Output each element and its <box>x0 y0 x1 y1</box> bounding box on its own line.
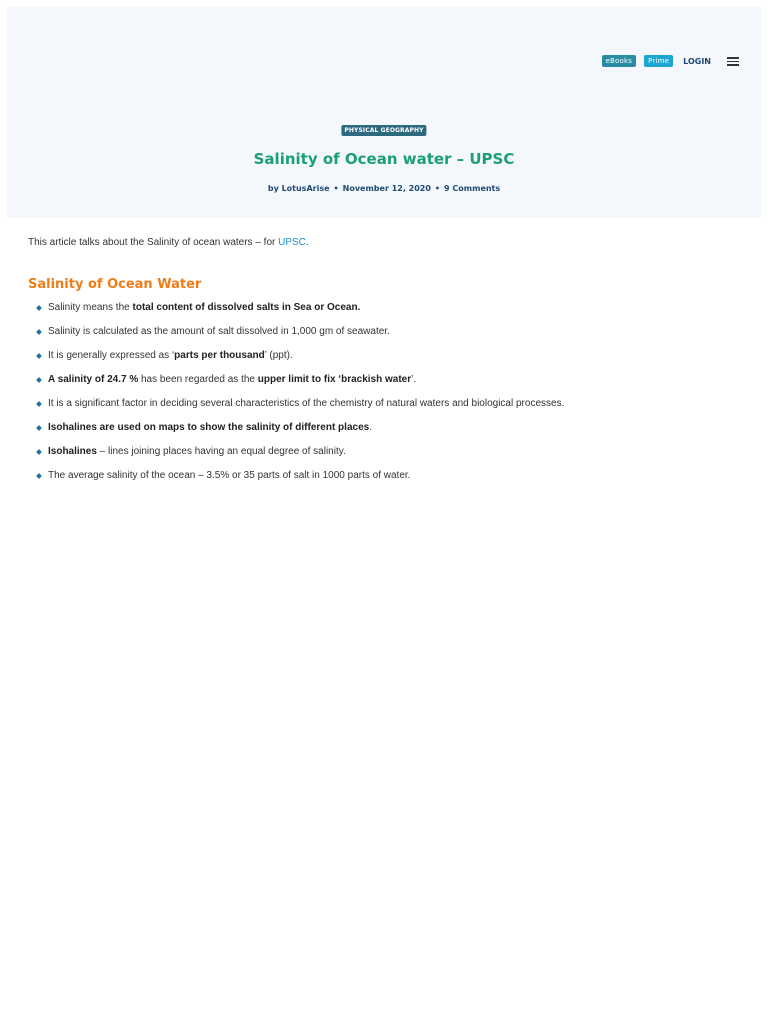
article-content <box>28 237 748 494</box>
list-item: Salinity is calculated as the amount of salt dissolved in 1,000 gm of seawater. <box>28 326 748 350</box>
list-item: The average salinity of the ocean – 3.5% or 35 parts of salt in 1000 parts of water. <box>28 470 748 494</box>
hamburger-menu-icon[interactable] <box>727 56 739 66</box>
list-item: It is generally expressed as ‘parts per thousand’ (ppt). <box>28 350 748 374</box>
prime-button[interactable]: Prime <box>644 55 673 67</box>
separator-dot: • <box>333 184 339 193</box>
list-item: Isohalines are used on maps to show the salinity of different places. <box>28 422 748 446</box>
top-navigation <box>602 55 739 67</box>
intro-text: This article talks about the Salinity of ocean waters – for <box>28 237 279 248</box>
date-link[interactable]: November 12, 2020 <box>342 184 431 193</box>
article-hero <box>7 7 761 218</box>
list-item: It is a significant factor in deciding several characteristics of the chemistry of natural waters and biological processes. <box>28 398 748 422</box>
section-heading: Salinity of Ocean Water <box>28 277 202 292</box>
page-title: Salinity of Ocean water – UPSC <box>253 150 515 168</box>
salinity-points-list <box>28 302 748 494</box>
category-badge[interactable]: PHYSICAL GEOGRAPHY <box>341 125 426 136</box>
list-item: A salinity of 24.7 % has been regarded as the upper limit to fix ‘brackish water’. <box>28 374 748 398</box>
intro-paragraph <box>28 237 748 249</box>
upsc-link[interactable]: UPSC <box>278 237 306 248</box>
author-link[interactable]: by LotusArise <box>267 184 330 193</box>
list-item: Salinity means the total content of dissolved salts in Sea or Ocean. <box>28 302 748 326</box>
comments-link[interactable]: 9 Comments <box>444 184 501 193</box>
separator-dot: • <box>434 184 441 193</box>
ebooks-button[interactable]: eBooks <box>602 55 637 67</box>
post-meta <box>7 184 761 193</box>
list-item: Isohalines – lines joining places having an equal degree of salinity. <box>28 446 748 470</box>
intro-suffix: . <box>305 237 309 248</box>
login-link[interactable]: LOGIN <box>683 56 711 66</box>
